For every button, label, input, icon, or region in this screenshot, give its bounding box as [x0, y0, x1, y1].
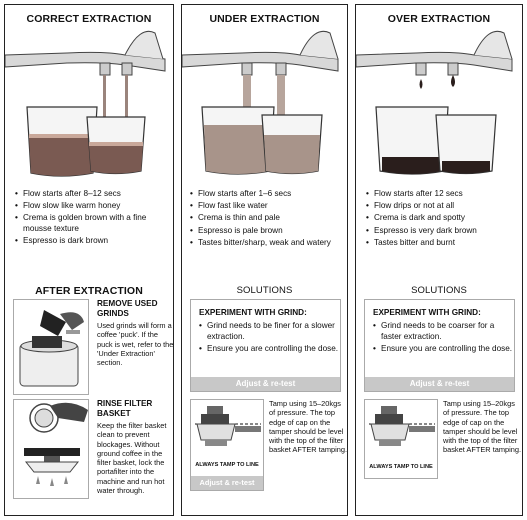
under-extraction-illustration [182, 25, 349, 183]
list-item: • Grind needs to be finer for a slower extraction. [199, 321, 340, 342]
over-extraction-title: OVER EXTRACTION [387, 13, 491, 25]
list-item: • Crema is golden brown with a fine mousse texture [15, 213, 171, 234]
list-item: • Tastes bitter/sharp, weak and watery [190, 238, 346, 249]
under-tamp-text: Tamp using 15–20kgs of pressure. The top edge of cap on the tamper should be level with the top of the filter basket AFTER tamping. [269, 399, 348, 455]
tamp-caption: ALWAYS TAMP TO LINE [195, 462, 259, 468]
list-item: • Ensure you are controlling the dose. [373, 344, 514, 355]
over-experiment-title: EXPERIMENT WITH GRIND: [373, 308, 481, 317]
list-item: • Flow slow like warm honey [15, 201, 171, 212]
over-adjust-bar: Adjust & re-test [365, 377, 514, 391]
under-extraction-panel [181, 4, 348, 516]
list-item: • Flow starts after 12 secs [366, 189, 522, 200]
correct-extraction-title: CORRECT EXTRACTION [26, 13, 152, 25]
list-item: • Flow starts after 8–12 secs [15, 189, 171, 200]
correct-extraction-illustration [5, 25, 175, 183]
under-experiment-list [199, 321, 340, 356]
under-solutions-heading: SOLUTIONS [236, 285, 293, 296]
list-item: • Flow fast like water [190, 201, 346, 212]
list-item: • Grind needs to be coarser for a faster extraction. [373, 321, 514, 342]
rinse-basket-text: Keep the filter basket clean to prevent blockages. Without ground coffee in the filter basket, lock the portafilter into the machine and run hot water through. [97, 421, 167, 496]
under-solution-box [190, 299, 341, 392]
correct-extraction-list [15, 189, 171, 248]
list-item: • Espresso is pale brown [190, 226, 346, 237]
list-item: • Espresso is dark brown [15, 236, 171, 247]
under-tamp-illustration [190, 399, 264, 491]
list-item: • Flow starts after 1–6 secs [190, 189, 346, 200]
under-experiment-title: EXPERIMENT WITH GRIND: [199, 308, 307, 317]
over-tamp-illustration [364, 399, 438, 479]
over-extraction-illustration [356, 25, 524, 183]
over-tamp-text: Tamp using 15–20kgs of pressure. The top edge of cap on the tamper should be level with the top of the filter basket AFTER tamping. [443, 399, 522, 455]
over-solutions-heading: SOLUTIONS [411, 285, 467, 296]
over-extraction-list [366, 189, 522, 250]
list-item: • Crema is dark and spotty [366, 213, 522, 224]
list-item: • Crema is thin and pale [190, 213, 346, 224]
list-item: • Ensure you are controlling the dose. [199, 344, 340, 355]
over-experiment-list [373, 321, 514, 356]
list-item: • Tastes bitter and burnt [366, 238, 522, 249]
rinse-basket-heading: RINSE FILTER BASKET [97, 399, 153, 418]
rinse-basket-illustration [13, 399, 89, 499]
under-extraction-list [190, 189, 346, 250]
list-item: • Espresso is very dark brown [366, 226, 522, 237]
remove-grinds-illustration [13, 299, 89, 395]
over-extraction-panel [355, 4, 523, 516]
under-adjust-bar: Adjust & re-test [191, 377, 340, 391]
after-extraction-title: AFTER EXTRACTION [35, 285, 143, 297]
remove-grinds-heading: REMOVE USED GRINDS [97, 299, 158, 318]
under-extraction-title: UNDER EXTRACTION [209, 13, 320, 25]
list-item: • Flow drips or not at all [366, 201, 522, 212]
over-solution-box [364, 299, 515, 392]
under-tamp-adjust-bar: Adjust & re-test [191, 476, 263, 490]
correct-extraction-panel [4, 4, 174, 516]
remove-grinds-text: Used grinds will form a coffee 'puck'. If the puck is wet, refer to the 'Under Extraction' section. [97, 321, 174, 368]
tamp-caption: ALWAYS TAMP TO LINE [369, 464, 433, 470]
